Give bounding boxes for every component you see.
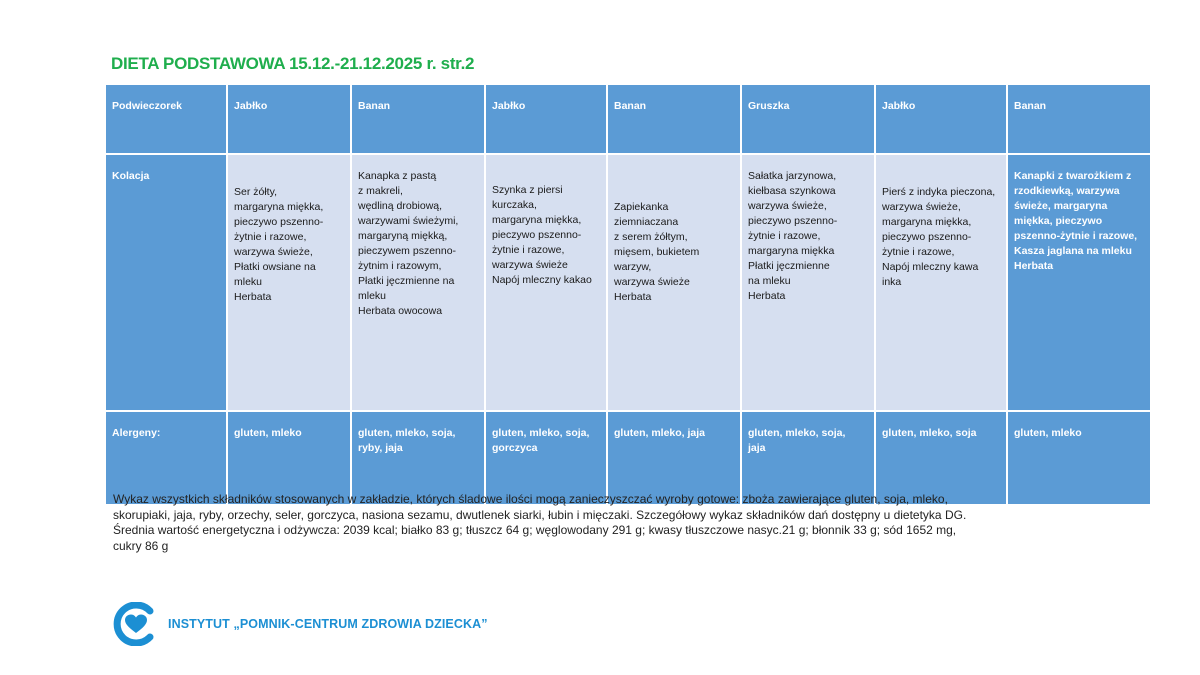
institute-logo (110, 602, 488, 646)
alergeny-cell: gluten, mleko, soja (875, 411, 1007, 505)
podwieczorek-cell: Banan (607, 84, 741, 154)
alergeny-cell: gluten, mleko, soja, ryby, jaja (351, 411, 485, 505)
alergeny-cell: gluten, mleko, soja, gorczyca (485, 411, 607, 505)
row-podwieczorek (105, 84, 1151, 154)
podwieczorek-cell: Banan (351, 84, 485, 154)
diet-menu-table (104, 83, 1152, 506)
row-label-kolacja: Kolacja (105, 154, 227, 411)
podwieczorek-cell: Gruszka (741, 84, 875, 154)
kolacja-cell: Szynka z piersi kurczaka, margaryna miękka, pieczywo pszenno- żytnie i razowe, warzywa świeże Napój mleczny kakao (485, 154, 607, 411)
podwieczorek-cell: Jabłko (485, 84, 607, 154)
institute-name: INSTYTUT „POMNIK-CENTRUM ZDROWIA DZIECKA” (168, 617, 488, 631)
heart-c-logo-icon (110, 602, 162, 646)
row-label-podwieczorek: Podwieczorek (105, 84, 227, 154)
alergeny-cell: gluten, mleko (1007, 411, 1151, 505)
row-kolacja (105, 154, 1151, 411)
kolacja-cell: Kanapka z pastą z makreli, wędliną drobiową, warzywami świeżymi, margaryną miękką, pieczywem pszenno- żytnim i razowym, Płatki jęczmienne na mleku Herbata owocowa (351, 154, 485, 411)
podwieczorek-cell: Banan (1007, 84, 1151, 154)
alergeny-cell: gluten, mleko (227, 411, 351, 505)
row-label-alergeny: Alergeny: (105, 411, 227, 505)
podwieczorek-cell: Jabłko (227, 84, 351, 154)
alergeny-cell: gluten, mleko, jaja (607, 411, 741, 505)
kolacja-cell: Ser żółty, margaryna miękka, pieczywo pszenno- żytnie i razowe, warzywa świeże, Płatki owsiane na mleku Herbata (227, 154, 351, 411)
page-title: DIETA PODSTAWOWA 15.12.-21.12.2025 r. str.2 (111, 54, 475, 73)
podwieczorek-cell: Jabłko (875, 84, 1007, 154)
kolacja-cell: Kanapki z twarożkiem z rzodkiewką, warzywa świeże, margaryna miękka, pieczywo pszenno-żytnie i razowe, Kasza jaglana na mleku Herbata (1007, 154, 1151, 411)
allergen-nutrition-note: Wykaz wszystkich składników stosowanych w zakładzie, których śladowe ilości mogą zanieczyszczać wyroby gotowe: zboża zawierające gluten, soja, mleko, skorupiaki, jaja, ryby, orzechy, seler, gorczyca, nasiona sezamu, dwutlenek siarki, łubin i mięczaki. Szczegółowy wykaz składników dań dostępny u dietetyka DG. Średnia wartość energetyczna i odżywcza: 2039 kcal; białko 83 g; tłuszcz 64 g; węglowodany 291 g; kwasy tłuszczowe nasyc.21 g; błonnik 33 g; sód 1652 mg, cukry 86 g (113, 492, 967, 553)
kolacja-cell: Pierś z indyka pieczona, warzywa świeże, margaryna miękka, pieczywo pszenno- żytnie i razowe, Napój mleczny kawa inka (875, 154, 1007, 411)
kolacja-cell: Sałatka jarzynowa, kiełbasa szynkowa warzywa świeże, pieczywo pszenno- żytnie i razowe, margaryna miękka Płatki jęczmienne na mleku Herbata (741, 154, 875, 411)
alergeny-cell: gluten, mleko, soja, jaja (741, 411, 875, 505)
row-alergeny (105, 411, 1151, 505)
kolacja-cell: Zapiekanka ziemniaczana z serem żółtym, mięsem, bukietem warzyw, warzywa świeże Herbata (607, 154, 741, 411)
